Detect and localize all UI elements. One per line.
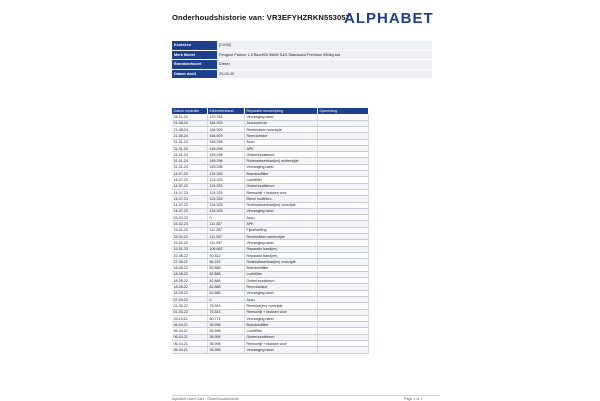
cell-date: 06-04-21: [172, 347, 208, 353]
cell-mileage: 36.998: [208, 322, 245, 328]
cell-date: 22-08-22: [172, 252, 208, 258]
cell-description: Ruitenwisserblad(en) achterzijde: [245, 158, 318, 164]
cell-mileage: 36.998: [208, 334, 245, 340]
cell-mileage: 0: [208, 297, 245, 303]
cell-mileage: 164.929: [208, 126, 245, 132]
cell-date: 15-02-23: [172, 227, 208, 233]
column-header-remark: Opmerking: [318, 108, 369, 114]
vehicle-info-value: Peugeot Partner 1.5 BlueHDi 96kW S&S Standaard Premium 650kg aut: [217, 50, 432, 60]
cell-mileage: 124.325: [208, 196, 245, 202]
cell-date: 15-02-23: [172, 221, 208, 227]
cell-mileage: 124.325: [208, 183, 245, 189]
cell-description: Vervanging band: [245, 290, 318, 296]
cell-date: 31-01-24: [172, 164, 208, 170]
cell-date: 27-06-22: [172, 259, 208, 265]
cell-description: Onderhoudsbeurt: [245, 334, 318, 340]
cell-description: Luchtfilter: [245, 177, 318, 183]
cell-description: Reparatie band(en): [245, 252, 318, 258]
cell-mileage: 111.287: [208, 227, 245, 233]
cell-date: 07-03-22: [172, 297, 208, 303]
cell-description: Remblokken achterzijde: [245, 234, 318, 240]
alphabet-logo: ALPHABET: [344, 10, 434, 27]
cell-description: Remschijf + blokken voor: [245, 341, 318, 347]
column-header-date: Datum reparatie: [172, 108, 208, 114]
cell-description: Brandstoffilter: [245, 265, 318, 271]
cell-description: Ruitenwisserblad(en) voorzijde: [245, 202, 318, 208]
cell-description: Remblokken voorzijde: [245, 126, 318, 132]
cell-date: 18-05-22: [172, 265, 208, 271]
cell-mileage: 36.998: [208, 341, 245, 347]
vehicle-info-label: Brandstofsoort: [172, 60, 217, 70]
cell-mileage: 82.888: [208, 278, 245, 284]
cell-mileage: 36.998: [208, 347, 245, 353]
cell-mileage: 75.343: [208, 309, 245, 315]
cell-date: 14-07-23: [172, 171, 208, 177]
maintenance-history-table: [172, 108, 369, 354]
cell-description: Vervanging band: [245, 347, 318, 353]
cell-date: 31-01-24: [172, 152, 208, 158]
cell-date: 01-03-22: [172, 303, 208, 309]
cell-description: Luchtfilter: [245, 271, 318, 277]
cell-date: 29-10-21: [172, 315, 208, 321]
cell-description: Accu: [245, 139, 318, 145]
cell-mileage: 145.298: [208, 145, 245, 151]
cell-date: 14-07-23: [172, 177, 208, 183]
cell-mileage: 86.222: [208, 259, 245, 265]
cell-mileage: 111.287: [208, 234, 245, 240]
cell-date: 06-04-21: [172, 334, 208, 340]
cell-mileage: 124.325: [208, 202, 245, 208]
cell-description: Ruitenwisserblad(en) voorzijde: [245, 259, 318, 265]
page-number: Page 1 of 1: [404, 397, 423, 401]
vehicle-info-value: Diesel: [217, 60, 432, 70]
cell-date: 28-11-24: [172, 114, 208, 120]
page-title: Onderhoudshistorie van: VR3EFYHZRKN553057: [172, 13, 350, 22]
cell-description: Vervanging band: [245, 240, 318, 246]
cell-description: Remschijf + blokken voor: [245, 309, 318, 315]
cell-mileage: 145.298: [208, 139, 245, 145]
cell-mileage: 164.929: [208, 120, 245, 126]
footer-divider: [172, 395, 440, 396]
cell-description: Remvloeistof: [245, 133, 318, 139]
cell-description: Accu: [245, 215, 318, 221]
cell-date: 21-08-24: [172, 120, 208, 126]
vehicle-info-label: Kenteken: [172, 41, 217, 50]
cell-mileage: 90.312: [208, 252, 245, 258]
cell-mileage: 124.325: [208, 189, 245, 195]
vehicle-info-value: [CV06]: [217, 41, 432, 50]
cell-mileage: 82.888: [208, 290, 245, 296]
vehicle-info-label: Merk Model: [172, 50, 217, 60]
cell-date: 01-03-22: [172, 309, 208, 315]
cell-date: 06-04-21: [172, 322, 208, 328]
cell-date: 06-04-21: [172, 341, 208, 347]
cell-date: 14-07-23: [172, 196, 208, 202]
cell-mileage: 124.325: [208, 208, 245, 214]
cell-description: Onderhoudsbeurt: [245, 183, 318, 189]
cell-remark: [318, 347, 369, 353]
cell-mileage: 145.298: [208, 158, 245, 164]
cell-description: Vervanging band: [245, 164, 318, 170]
cell-mileage: 145.298: [208, 164, 245, 170]
column-header-mileage: Kilometerstand: [208, 108, 245, 114]
vehicle-info-label: Datum deel1: [172, 69, 217, 79]
vehicle-info-row: [172, 50, 432, 60]
cell-description: Fijnafstelling: [245, 227, 318, 233]
cell-date: 31-01-24: [172, 139, 208, 145]
cell-date: 14-07-23: [172, 202, 208, 208]
cell-mileage: 82.888: [208, 265, 245, 271]
cell-date: 18-05-22: [172, 278, 208, 284]
cell-date: 14-07-23: [172, 189, 208, 195]
cell-date: 03-03-23: [172, 215, 208, 221]
cell-description: Vervanging band: [245, 208, 318, 214]
cell-mileage: 111.287: [208, 221, 245, 227]
cell-mileage: 36.998: [208, 328, 245, 334]
cell-mileage: 170.752: [208, 114, 245, 120]
cell-description: Luchtfilter: [245, 328, 318, 334]
footer-text: Alphabet Used Cars - Onderhoudshistorie: [172, 397, 239, 401]
cell-date: 21-08-24: [172, 126, 208, 132]
cell-date: 12-01-23: [172, 246, 208, 252]
cell-mileage: 124.325: [208, 177, 245, 183]
cell-description: Accu: [245, 297, 318, 303]
cell-date: 18-05-22: [172, 284, 208, 290]
cell-date: 15-02-23: [172, 240, 208, 246]
cell-description: APK: [245, 145, 318, 151]
cell-description: Remschijf + blokken voor: [245, 189, 318, 195]
cell-date: 21-08-24: [172, 133, 208, 139]
cell-date: 18-05-22: [172, 290, 208, 296]
cell-mileage: 111.287: [208, 240, 245, 246]
cell-description: Remblok(en) voorzijde: [245, 303, 318, 309]
vehicle-info-value: 29-02-20: [217, 69, 432, 79]
cell-mileage: 82.888: [208, 271, 245, 277]
vehicle-info-row: [172, 60, 432, 70]
cell-description: Onderhoudsbeurt: [245, 152, 318, 158]
cell-mileage: 124.325: [208, 171, 245, 177]
cell-description: Reparatie band(en): [245, 246, 318, 252]
cell-description: Brandstoffilter: [245, 171, 318, 177]
cell-date: 31-01-24: [172, 145, 208, 151]
cell-mileage: 145.298: [208, 152, 245, 158]
cell-date: 15-02-23: [172, 234, 208, 240]
cell-mileage: 60.774: [208, 315, 245, 321]
column-header-description: Reparatie omschrijving: [245, 108, 318, 114]
cell-mileage: 164.929: [208, 133, 245, 139]
cell-date: 18-05-22: [172, 271, 208, 277]
cell-mileage: 0: [208, 215, 245, 221]
vehicle-info-row: [172, 69, 432, 79]
vehicle-info-row: [172, 41, 432, 50]
cell-description: Brandstoffilter: [245, 322, 318, 328]
cell-description: APK: [245, 221, 318, 227]
cell-date: 31-01-24: [172, 158, 208, 164]
cell-date: 14-07-23: [172, 208, 208, 214]
cell-mileage: 82.888: [208, 284, 245, 290]
cell-mileage: 75.343: [208, 303, 245, 309]
cell-description: Onderhoudsbeurt: [245, 278, 318, 284]
cell-description: Accucontrole: [245, 120, 318, 126]
cell-description: Riem/ multiriem: [245, 196, 318, 202]
cell-description: Vervanging band: [245, 114, 318, 120]
cell-mileage: 106.682: [208, 246, 245, 252]
cell-date: 14-07-23: [172, 183, 208, 189]
cell-description: Remvloeistof: [245, 284, 318, 290]
cell-date: 06-04-21: [172, 328, 208, 334]
vehicle-info-table: [172, 41, 432, 79]
cell-description: Vervanging band: [245, 315, 318, 321]
table-row: [172, 347, 369, 353]
